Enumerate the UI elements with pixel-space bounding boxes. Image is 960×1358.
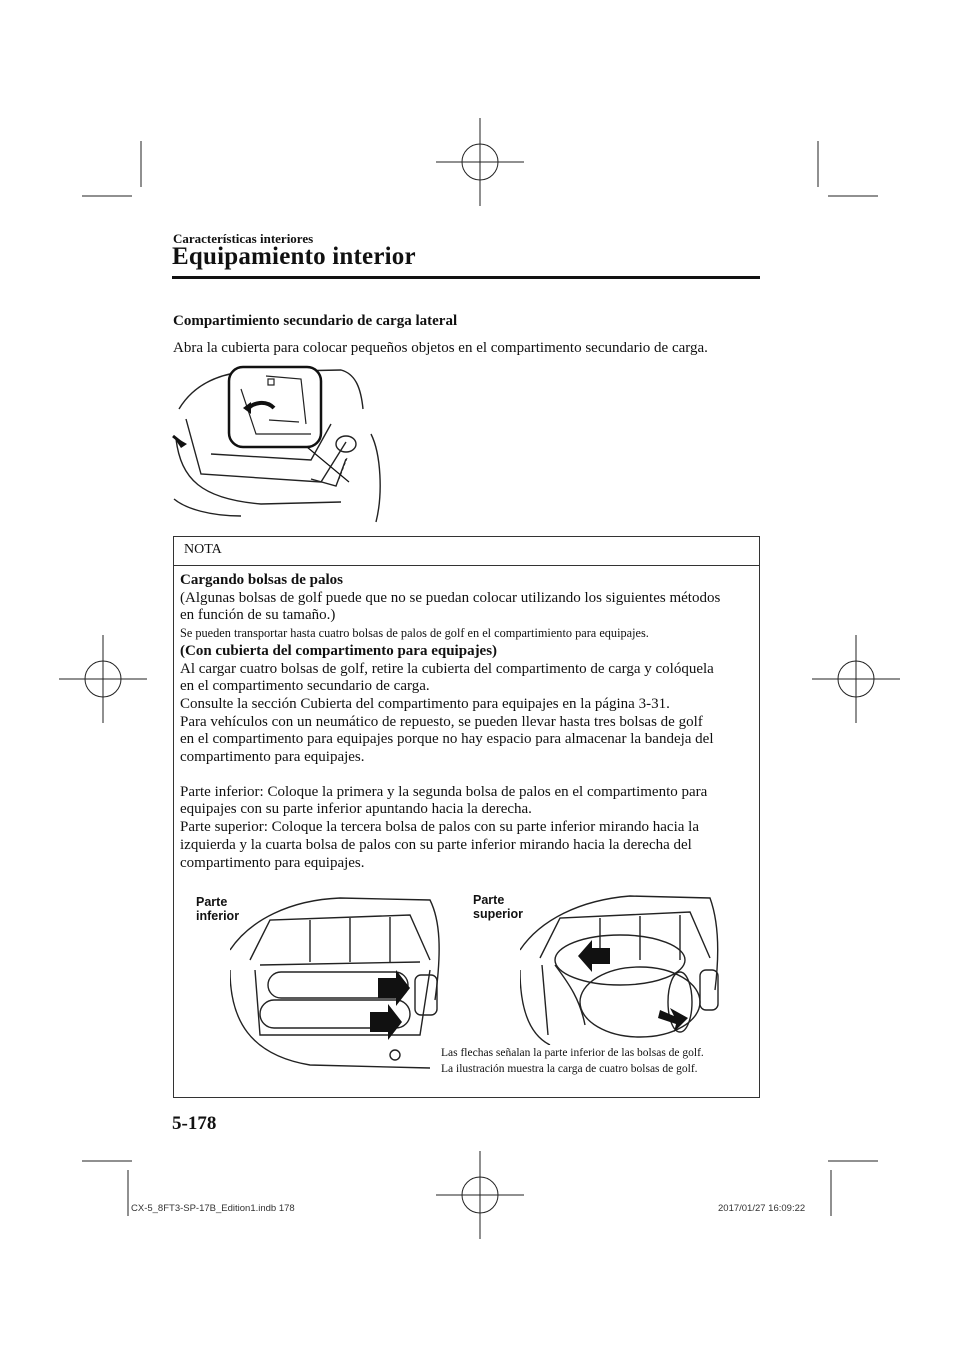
side-compartment-illustration xyxy=(171,364,393,524)
note-title: Cargando bolsas de palos xyxy=(180,572,343,588)
footer-filename: CX-5_8FT3-SP-17B_Edition1.indb 178 xyxy=(131,1203,295,1214)
note-line: Parte inferior: Coloque la primera y la segunda bolsa de palos en el compartimento para xyxy=(180,783,708,800)
note-line: Para vehículos con un neumático de repuesto, se pueden llevar hasta tres bolsas de golf xyxy=(180,713,703,730)
note-body xyxy=(180,572,758,872)
section-label: Características interiores xyxy=(173,231,314,246)
label-parte-inferior: Parte inferior xyxy=(196,895,240,923)
label-parte-superior: Parte superior xyxy=(473,893,524,921)
note-line: en función de su tamaño.) xyxy=(180,607,336,624)
page-title: Equipamiento interior xyxy=(172,243,416,270)
golf-bags-lower-illustration xyxy=(230,890,445,1070)
note-header xyxy=(173,536,760,566)
figure-caption: Las flechas señalan la parte inferior de las bolsas de golf. La ilustración muestra la carga de cuatro bolsas de golf. xyxy=(441,1047,704,1075)
note-line: en el compartimento para equipajes porque no hay espacio para almacenar la bandeja del xyxy=(180,731,714,748)
footer-timestamp: 2017/01/27 16:09:22 xyxy=(718,1203,806,1214)
page-number: 5-178 xyxy=(172,1113,217,1134)
note-line: en el compartimento secundario de carga. xyxy=(180,678,430,695)
note-line: Al cargar cuatro bolsas de golf, retire la cubierta del compartimento de carga y colóquela xyxy=(180,660,714,677)
note-line: (Algunas bolsas de golf puede que no se puedan colocar utilizando los siguientes métodos xyxy=(180,589,721,606)
note-bold-heading: (Con cubierta del compartimento para equipajes) xyxy=(180,642,498,659)
title-rule xyxy=(172,276,760,279)
note-line: equipajes con su parte inferior apuntando hacia la derecha. xyxy=(180,801,532,818)
note-line: Consulte la sección Cubierta del compartimento para equipajes en la página 3-31. xyxy=(180,695,670,712)
note-line: compartimento para equipajes. xyxy=(180,749,365,766)
sub-heading: Compartimiento secundario de carga lateral xyxy=(173,313,458,329)
note-line: compartimento para equipajes. xyxy=(180,854,365,871)
golf-bags-upper-illustration xyxy=(520,890,720,1045)
intro-text: Abra la cubierta para colocar pequeños objetos en el compartimento secundario de carga. xyxy=(173,340,708,356)
note-line: Parte superior: Coloque la tercera bolsa de palos con su parte inferior mirando hacia la xyxy=(180,819,699,836)
note-small-line: Se pueden transportar hasta cuatro bolsas de palos de golf en el compartimiento para equipajes. xyxy=(180,626,649,641)
note-label: NOTA xyxy=(184,542,222,557)
note-line: izquierda y la cuarta bolsa de palos con su parte inferior mirando hacia la derecha del xyxy=(180,836,692,853)
